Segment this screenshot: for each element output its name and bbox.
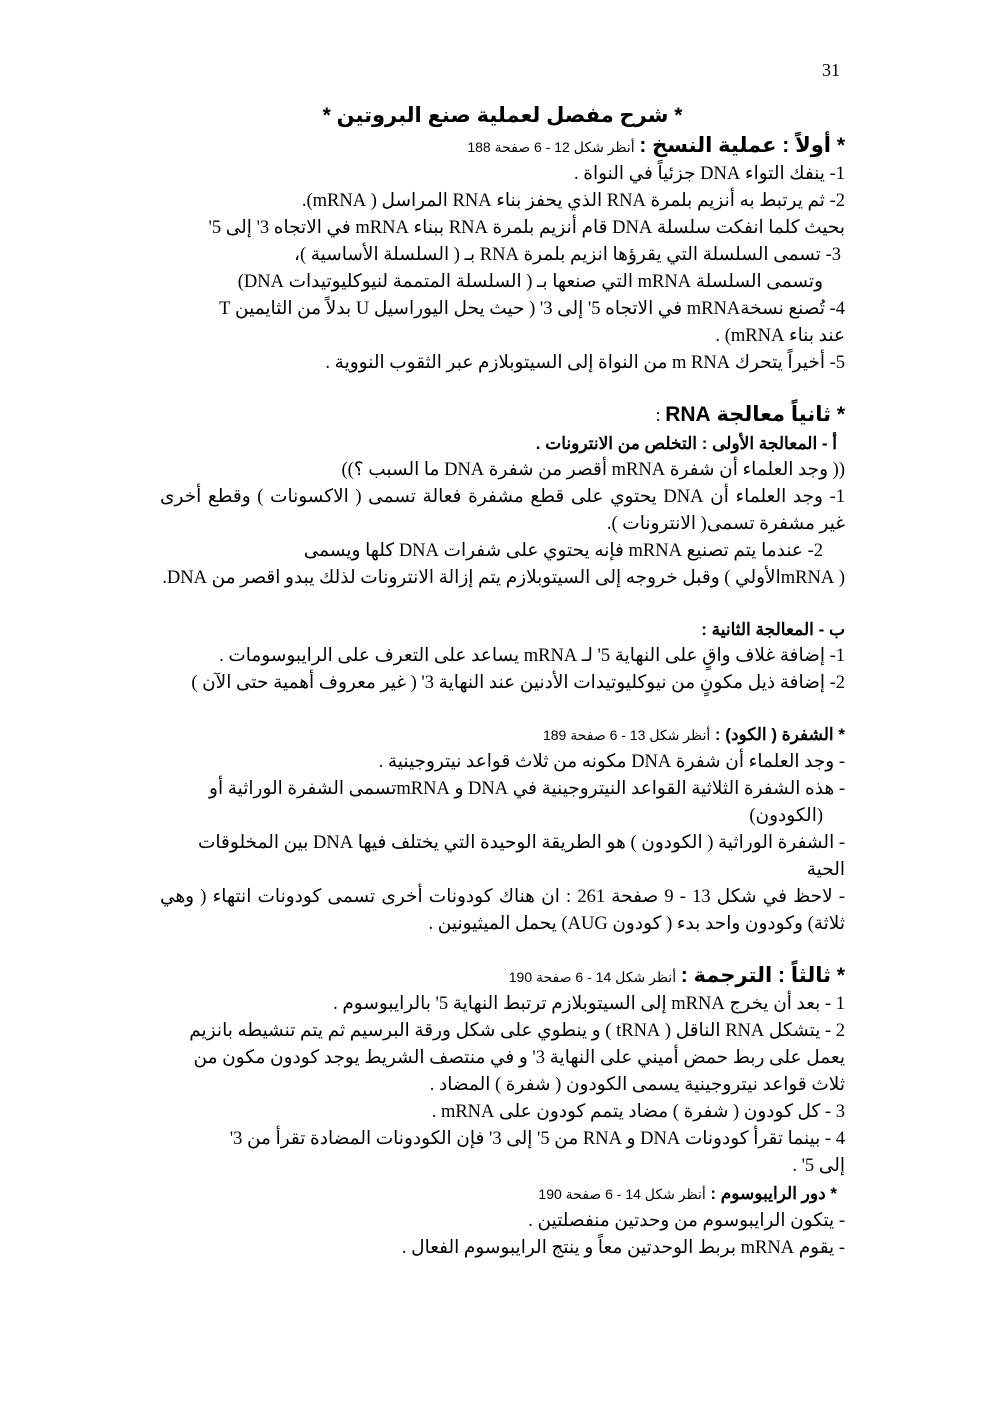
paragraph-line: 1 - بعد أن يخرج mRNA إلى السيتوبلازم ترتبط النهاية 5' بالرايبوسوم . — [333, 994, 845, 1014]
paragraph-line: 1- وجد العلماء أن DNA يحتوي على قطع مشفرة فعالة تسمى ( الاكسونات ) وقطع أخرى غير مشفرة تسمى( الانترونات ). — [160, 487, 846, 534]
heading-text: * الشفرة ( الكود) : — [714, 725, 845, 744]
paragraph-line: ( mRNAالأولي ) وقبل خروجه إلى السيتوبلازم يتم إزالة الانترونات لذلك يبدو اقصر من DNA. — [162, 568, 845, 588]
heading-text: * أولاً : عملية النسخ : — [639, 134, 845, 157]
paragraph-line: (( وجد العلماء أن شفرة mRNA أقصر من شفرة DNA ما السبب ؟)) — [341, 460, 845, 480]
paragraph-line: 1- إضافة غلاف واقٍ على النهاية 5' لـ mRNA يساعد على التعرف على الرايبوسومات . — [219, 646, 845, 666]
section-processing-heading — [160, 401, 845, 430]
heading-text: * ثالثاً : الترجمة : — [680, 964, 845, 987]
heading-text: * دور الرايبوسوم : — [710, 1184, 837, 1203]
heading-text: * ثانياً معالجة RNA — [665, 403, 845, 426]
subheading-second-processing: ب - المعالجة الثانية : — [701, 620, 845, 639]
section-ribosome-heading — [160, 1180, 845, 1208]
paragraph-line: - هذه الشفرة الثلاثية القواعد النيتروجينية في DNA و mRNAتسمى الشفرة الوراثية أو — [209, 779, 845, 799]
paragraph-line: - الشفرة الوراثية ( الكودون ) هو الطريقة الوحيدة التي يختلف فيها DNA بين المخلوقات الحية — [197, 833, 845, 880]
paragraph-line: وتسمى السلسلة mRNA التي صنعها بـ ( السلسلة المتممة لنيوكليوتيدات DNA) — [237, 272, 823, 292]
paragraph-line: إلى 5' . — [792, 1156, 845, 1176]
paragraph-line: - لاحظ في شكل 13 - 9 صفحة 261 : ان هناك كودونات أخرى تسمى كودونات انتهاء ( وهي ثلاثة) وكودون واحد بدء ( كودون AUG) يحمل الميثيونين . — [160, 887, 845, 934]
subheading-first-processing: أ - المعالجة الأولى : التخلص من الانترونات . — [535, 434, 837, 453]
paragraph-line: عند بناء mRNA) . — [715, 326, 845, 346]
paragraph-line: 2- ثم يرتبط به أنزيم بلمرة RNA الذي يحفز بناء RNA المراسل ( mRNA). — [301, 191, 845, 211]
document-body — [160, 100, 845, 1262]
paragraph-line: - وجد العلماء أن شفرة DNA مكونه من ثلاث قواعد نيتروجينية . — [378, 752, 845, 772]
paragraph-line: 4- تُصنع نسخةmRNA في الاتجاه 5' إلى 3' ( حيث يحل اليوراسيل U بدلاً من الثايمين T — [219, 299, 845, 319]
paragraph-line: 4 - بينما تقرأ كودونات DNA و RNA من 5' إلى 3' فإن الكودونات المضادة تقرأ من 3' — [229, 1129, 845, 1149]
figure-reference: أنظر شكل 12 - 6 صفحة 188 — [467, 139, 635, 155]
paragraph-line: 2 - يتشكل RNA الناقل ( tRNA ) و ينطوي على شكل ورقة البرسيم ثم يتم تنشيطه بانزيم — [189, 1021, 845, 1041]
figure-reference: أنظر شكل 14 - 6 صفحة 190 — [508, 969, 677, 985]
paragraph-line: 1- ينفك التواء DNA جزئياً في النواة . — [574, 164, 845, 184]
heading-colon: : — [655, 406, 666, 426]
paragraph-line: بحيث كلما انفكت سلسلة DNA قام أنزيم بلمرة RNA ببناء mRNA في الاتجاه 3' إلى 5' — [208, 218, 845, 238]
paragraph-line: ثلاث قواعد نيتروجينية يسمى الكودون ( شفرة ) المضاد . — [429, 1075, 845, 1095]
paragraph-line: (الكودون) — [749, 806, 823, 826]
page-number: 31 — [822, 60, 840, 80]
paragraph-line: 2- إضافة ذيل مكونٍ من نيوكليوتيدات الأدنين عند النهاية 3' ( غير معروف أهمية حتى الآن ) — [191, 673, 845, 693]
figure-reference: أنظر شكل 13 - 6 صفحة 189 — [542, 727, 711, 743]
paragraph-line: 5- أخيراً يتحرك m RNA من النواة إلى السيتوبلازم عبر الثقوب النووية . — [325, 353, 845, 373]
figure-reference: أنظر شكل 14 - 6 صفحة 190 — [538, 1186, 706, 1202]
paragraph-line: 3- تسمى السلسلة التي يقرؤها انزيم بلمرة RNA بـ ( السلسلة الأساسية )، — [294, 245, 841, 265]
page-title: * شرح مفصل لعملية صنع البروتين * — [322, 104, 683, 127]
section-code-heading — [160, 721, 845, 749]
paragraph-line: 3 - كل كودون ( شفرة ) مضاد يتمم كودون على mRNA . — [431, 1102, 845, 1122]
section-transcription-heading — [160, 132, 845, 161]
paragraph-line: يعمل على ربط حمض أميني على النهاية 3' و في منتصف الشريط يوجد كودون مكون من — [193, 1048, 845, 1068]
paragraph-line: - يقوم mRNA بربط الوحدتين معاً و ينتج الرايبوسوم الفعال . — [401, 1238, 845, 1258]
section-translation-heading — [160, 962, 845, 991]
paragraph-line: - يتكون الرايبوسوم من وحدتين منفصلتين . — [528, 1211, 845, 1231]
paragraph-line: 2- عندما يتم تصنيع mRNA فإنه يحتوي على شفرات DNA كلها ويسمى — [303, 541, 823, 561]
